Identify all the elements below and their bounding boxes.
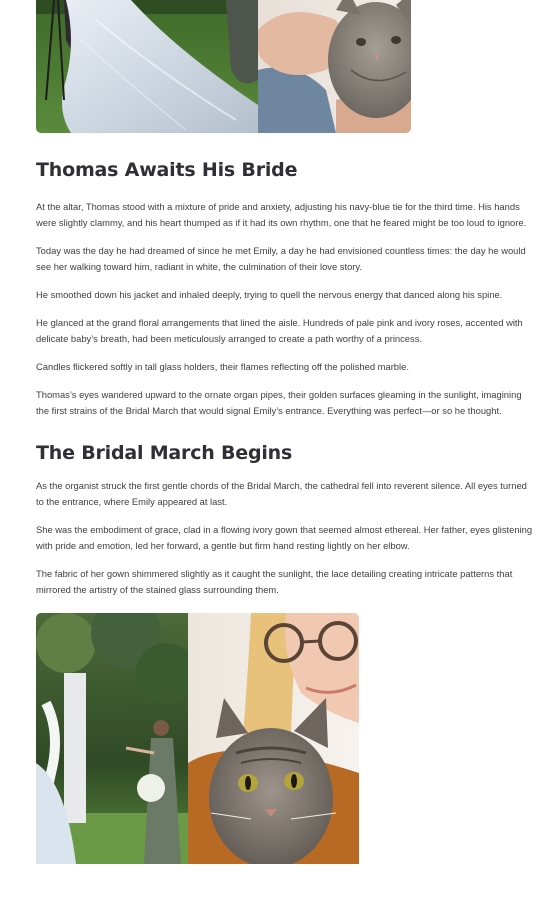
- wedding-kitten-photo-bottom: [36, 613, 359, 864]
- section-bridal-march: [36, 440, 536, 598]
- paragraph: Thomas’s eyes wandered upward to the ornate organ pipes, their golden surfaces gleaming in the sunlight, imagining the first strains of the Bridal March that would signal Emily’s entrance. Everything was perfect—or so he thought.: [36, 389, 522, 416]
- wedding-kitten-photo-top: [36, 0, 411, 133]
- paragraph: The fabric of her gown shimmered slightly as it caught the sunlight, the lace detailing creating intricate patterns that mirrored the artistry of the stained glass surrounding them.: [36, 568, 513, 595]
- paragraph: He smoothed down his jacket and inhaled deeply, trying to quell the nervous energy that danced along his spine.: [36, 289, 503, 300]
- paragraph: Candles flickered softly in tall glass holders, their flames reflecting off the polished marble.: [36, 361, 409, 372]
- paragraph: He glanced at the grand floral arrangements that lined the aisle. Hundreds of pale pink and ivory roses, accented with delicate baby’s breath, had been meticulously arranged to create a path worthy of a princess.: [36, 317, 523, 344]
- paragraph: As the organist struck the first gentle chords of the Bridal March, the cathedral fell into reverent silence. All eyes turned to the entrance, where Emily appeared at last.: [36, 480, 527, 507]
- garden-kitten-image: [36, 613, 359, 864]
- section-heading: Thomas Awaits His Bride: [36, 159, 298, 181]
- section-thomas-awaits: [36, 157, 536, 419]
- paragraph: At the altar, Thomas stood with a mixture of pride and anxiety, adjusting his navy-blue tie for the third time. His hands were slightly clammy, and his heart thumped as if it had its own rhythm, one that he feared might be too loud to ignore.: [36, 201, 527, 228]
- paragraph: She was the embodiment of grace, clad in a flowing ivory gown that seemed almost ethereal. Her father, eyes glistening with pride and emotion, led her forward, a gentle but firm hand resting lightly on her elbow.: [36, 524, 533, 551]
- wedding-kitten-image: [36, 0, 411, 133]
- section-heading: The Bridal March Begins: [36, 442, 293, 464]
- article: [36, 0, 536, 864]
- paragraph: Today was the day he had dreamed of since he met Emily, a day he had envisioned countless times: the day he would see her walking toward him, radiant in white, the culmination of their love story.: [36, 245, 526, 272]
